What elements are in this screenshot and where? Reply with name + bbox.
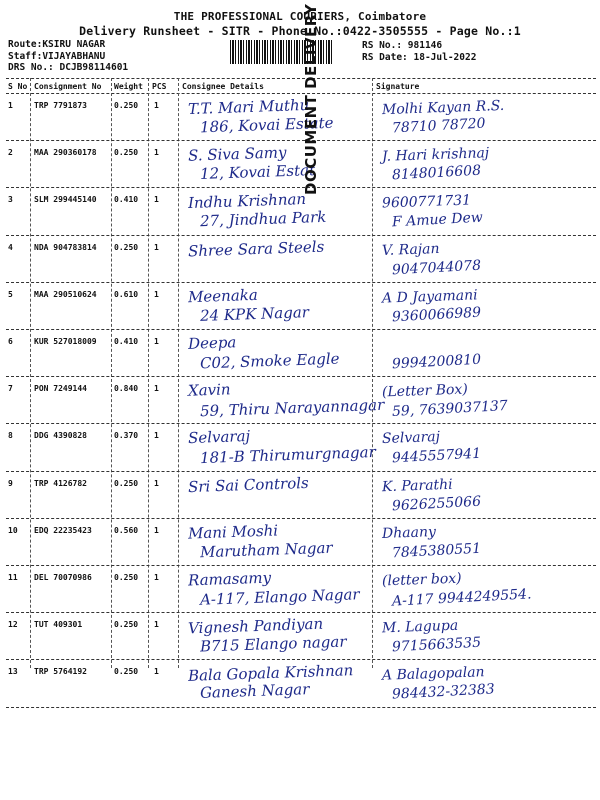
row-rule <box>6 565 596 566</box>
consignee-name: Shree Sara Steels <box>187 237 325 260</box>
row-sno: 9 <box>8 478 13 488</box>
row-rule <box>6 329 596 330</box>
consignee-address: B715 Elango nagar <box>199 632 347 656</box>
row-rule <box>6 707 596 708</box>
signature-line-2: 7845380551 <box>391 540 482 562</box>
row-consignment-no: NDA 904783814 <box>34 242 97 252</box>
consignee-name: Mani Moshi <box>187 521 279 543</box>
row-weight: 0.840 <box>114 384 139 394</box>
row-pcs: 1 <box>154 148 159 158</box>
signature-line-2: F Amue Dew <box>391 210 484 231</box>
col-divider <box>178 78 179 668</box>
row-weight: 0.250 <box>114 667 139 677</box>
signature-line-1: 9600771731 <box>381 192 472 212</box>
row-weight: 0.610 <box>114 289 139 299</box>
row-rule <box>6 187 596 188</box>
signature-line-1: Dhaany <box>381 523 437 542</box>
consignee-address: C02, Smoke Eagle <box>199 349 340 373</box>
document-delivery-stamp: DOCUMENT DELIVERY <box>302 3 320 195</box>
row-consignment-no: DEL 70070986 <box>34 573 92 582</box>
signature-line-2: 9445557941 <box>391 446 482 467</box>
row-weight: 0.250 <box>114 101 139 110</box>
staff-label: Staff: <box>8 51 43 62</box>
row-weight: 0.410 <box>114 337 139 346</box>
consignee-address: 186, Kovai Estate <box>199 113 334 137</box>
consignee-name: Selvaraj <box>187 427 251 448</box>
row-rule <box>6 471 596 472</box>
row-consignment-no: KUR 527018009 <box>34 337 97 346</box>
row-pcs: 1 <box>154 337 159 346</box>
signature-line-2: 59, 7639037137 <box>391 398 509 421</box>
col-consignment: Consignment No <box>34 82 102 91</box>
row-consignment-no: EDQ 22235423 <box>34 525 92 535</box>
row-rule <box>6 282 596 283</box>
rs-no-line <box>362 40 442 51</box>
header-rule <box>6 93 596 94</box>
signature-line-2: 9994200810 <box>391 351 482 373</box>
signature-line-2: 984432-32383 <box>391 681 496 704</box>
row-weight: 0.250 <box>114 148 139 158</box>
consignee-name: Deepa <box>187 333 237 353</box>
row-pcs: 1 <box>154 384 159 394</box>
consignee-name: Indhu Krishnan <box>187 190 307 213</box>
row-pcs: 1 <box>154 573 159 582</box>
signature-line-2: 9047044078 <box>391 257 482 278</box>
table-top-rule <box>6 78 596 79</box>
row-rule <box>6 612 596 613</box>
consignee-name: Sri Sai Controls <box>187 473 309 496</box>
consignee-address: 27, Jindhua Park <box>199 208 327 231</box>
row-pcs: 1 <box>154 478 159 488</box>
signature-line-2: 9715663535 <box>391 634 482 656</box>
signature-line-1: M. Lagupa <box>381 617 459 637</box>
row-consignment-no: PON 7249144 <box>34 384 87 394</box>
signature-line-1: A D Jayamani <box>381 287 478 307</box>
row-rule <box>6 659 596 660</box>
row-weight: 0.370 <box>114 431 139 441</box>
col-consignee: Consignee Details <box>182 82 264 91</box>
row-sno: 1 <box>8 101 13 110</box>
row-consignment-no: DDG 4390828 <box>34 431 87 441</box>
signature-line-2: 9360066989 <box>391 304 482 326</box>
row-rule <box>6 376 596 377</box>
row-sno: 4 <box>8 242 13 252</box>
consignee-address: Ganesh Nagar <box>199 680 310 703</box>
consignee-name: Meenaka <box>187 285 259 307</box>
consignee-address: A-117, Elango Nagar <box>199 585 360 609</box>
row-consignment-no: TUT 409301 <box>34 620 83 630</box>
signature-line-1: K. Parathi <box>381 476 453 495</box>
rs-date-value: 18-Jul-2022 <box>413 52 477 63</box>
col-divider <box>148 78 149 668</box>
rs-no-label: RS No.: <box>362 40 403 51</box>
row-sno: 2 <box>8 148 13 158</box>
runsheet-title: Delivery Runsheet - SITR - Phone No.:0422-3505555 - Page No.:1 <box>79 24 521 38</box>
consignee-name: Vignesh Pandiyan <box>187 614 324 638</box>
rs-no-value: 981146 <box>407 40 443 51</box>
row-weight: 0.250 <box>114 242 139 252</box>
consignee-address: 59, Thiru Narayannagar <box>199 395 385 421</box>
row-pcs: 1 <box>154 289 159 299</box>
staff-line <box>8 51 105 62</box>
row-sno: 13 <box>8 667 18 677</box>
row-weight: 0.410 <box>114 195 139 205</box>
consignee-name: Xavin <box>187 380 231 400</box>
staff-value: VIJAYABHANU <box>42 51 106 62</box>
row-sno: 10 <box>8 525 18 535</box>
route-label: Route: <box>8 39 43 50</box>
row-pcs: 1 <box>154 525 159 535</box>
row-sno: 11 <box>8 573 18 582</box>
row-sno: 12 <box>8 620 18 630</box>
consignee-name: S. Siva Samy <box>187 143 287 165</box>
route-value: KSIRU NAGAR <box>42 39 106 50</box>
row-consignment-no: MAA 290510624 <box>34 289 97 299</box>
consignee-address: 12, Kovai Estat <box>199 161 316 184</box>
row-weight: 0.250 <box>114 573 139 582</box>
rs-date-label: RS Date: <box>362 52 408 63</box>
col-divider <box>30 78 31 668</box>
consignee-name: T.T. Mari Muthu <box>187 95 310 119</box>
row-pcs: 1 <box>154 195 159 205</box>
signature-line-1: Selvaraj <box>381 429 441 448</box>
signature-line-2: 78710 78720 <box>391 115 486 137</box>
route-line <box>8 39 105 50</box>
row-sno: 7 <box>8 384 13 394</box>
rs-date-line <box>362 52 476 63</box>
row-pcs: 1 <box>154 242 159 252</box>
row-sno: 6 <box>8 337 13 346</box>
signature-line-1: A Balagopalan <box>381 664 485 685</box>
consignee-address: Marutham Nagar <box>199 538 333 562</box>
row-consignment-no: MAA 290360178 <box>34 148 97 158</box>
row-sno: 8 <box>8 431 13 441</box>
signature-line-1: Molhi Kayan R.S. <box>381 97 505 119</box>
col-signature: Signature <box>376 82 420 91</box>
row-pcs: 1 <box>154 667 159 677</box>
company-title: THE PROFESSIONAL COURIERS, Coimbatore <box>173 10 427 23</box>
row-consignment-no: TRP 4126782 <box>34 478 87 488</box>
row-rule <box>6 518 596 519</box>
consignee-address: 181-B Thirumurgnagar <box>199 443 377 468</box>
signature-line-2: 8148016608 <box>391 162 482 184</box>
signature-line-1: (Letter Box) <box>381 381 469 401</box>
row-weight: 0.560 <box>114 525 139 535</box>
col-divider <box>111 78 112 668</box>
col-sno: S No <box>8 82 28 91</box>
row-weight: 0.250 <box>114 478 139 488</box>
row-consignment-no: TRP 7791873 <box>34 101 87 110</box>
row-consignment-no: TRP 5764192 <box>34 667 87 677</box>
row-sno: 3 <box>8 195 13 205</box>
row-rule <box>6 423 596 424</box>
col-weight: Weight <box>114 82 143 91</box>
col-pcs: PCS <box>152 82 167 91</box>
row-sno: 5 <box>8 289 13 299</box>
col-divider <box>372 78 373 668</box>
consignee-name: Bala Gopala Krishnan <box>187 661 354 686</box>
consignee-address: 24 KPK Nagar <box>199 302 310 325</box>
signature-line-1: V. Rajan <box>381 240 440 259</box>
row-pcs: 1 <box>154 431 159 441</box>
row-pcs: 1 <box>154 101 159 110</box>
drs-value: DCJB98114601 <box>59 62 129 73</box>
row-rule <box>6 235 596 236</box>
row-pcs: 1 <box>154 620 159 630</box>
consignee-name: Ramasamy <box>187 568 272 590</box>
signature-line-2: 9626255066 <box>391 493 482 514</box>
row-consignment-no: SLM 299445140 <box>34 195 97 205</box>
signature-line-2: A-117 9944249554. <box>391 586 532 610</box>
row-weight: 0.250 <box>114 620 139 630</box>
drs-label: DRS No.: <box>8 62 54 73</box>
drs-line <box>8 62 128 73</box>
row-rule <box>6 140 596 141</box>
signature-line-1: J. Hari krishnaj <box>381 145 490 166</box>
signature-line-1: (letter box) <box>381 570 462 590</box>
